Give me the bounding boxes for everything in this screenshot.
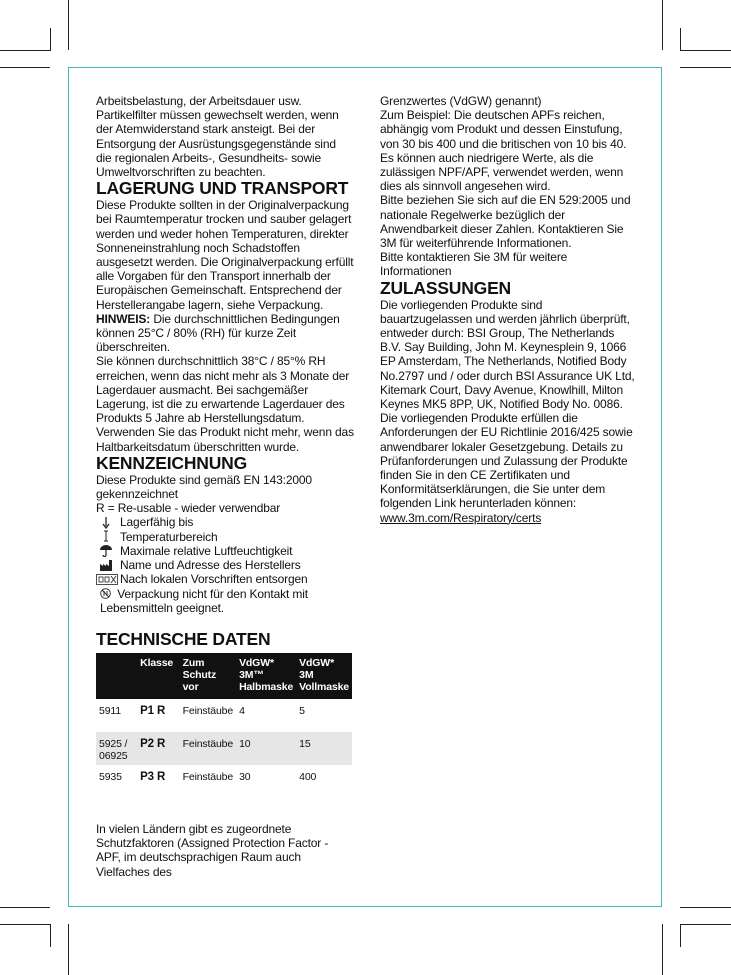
crop-mark [680,924,681,947]
disposal-icon [96,574,118,585]
table-cell: 10 [236,732,296,765]
apf-text-1: Grenzwertes (VdGW) genannt) [380,94,542,108]
left-column [96,94,354,879]
table-cell: 5911 [99,704,121,717]
table-cell: Feinstäube [180,732,236,765]
table-cell: 4 [239,704,245,717]
table-row [96,732,352,765]
crop-mark [0,924,50,925]
apf-text-4: Bitte beziehen Sie sich auf die EN 529:2005 und nationale Regelwerke bezüglich der Anwendbarkeit dieser Zahlen. Kontaktieren Sie 3M für weiterführende Informationen. [380,193,631,251]
note-text: Die durchschnittlichen Bedingungen können 25°C / 80% (RH) für kurze Zeit überschreiten. [96,311,340,355]
table-cell: 400 [299,770,317,783]
table-row [96,699,352,732]
table-cell: Feinstäube [182,770,234,783]
table-header: VdGW* 3M Vollmaske [296,653,352,699]
symbol-label: Maximale relative Luftfeuchtigkeit [120,543,293,558]
table-header: Zum Schutz vor [180,653,236,699]
crop-mark [50,28,51,51]
apf-text-3: Es können auch niedrigere Werte, als die zulässigen NPF/APF, verwendet werden, wenn dies als sinnvoll angesehen wird. [380,150,624,194]
tech-heading: TECHNISCHE DATEN [96,628,271,649]
crop-mark [680,50,731,51]
symbol-row [96,558,354,572]
symbol-row [96,572,354,586]
table-header-row [96,653,352,699]
storage-text-3: Verwenden Sie das Produkt nicht mehr, wenn das Haltbarkeitsdatum überschritten wurde. [96,425,354,454]
symbol-label: Verpackung nicht für den Kontakt mit Lebensmitteln geeignet. [100,586,308,615]
hourglass-icon [96,517,116,529]
umbrella-icon [96,544,116,557]
apf-text-5: Bitte kontaktieren Sie 3M für weitere Informationen [380,250,568,279]
storage-heading: LAGERUNG UND TRANSPORT [96,178,349,199]
crop-mark [68,0,69,50]
marking-heading: KENNZEICHNUNG [96,452,248,473]
approvals-heading: ZULASSUNGEN [380,277,511,298]
table-cell: 30 [239,770,251,783]
symbol-row-food [96,587,354,615]
outro-text: In vielen Ländern gibt es zugeordnete Schutzfaktoren (Assigned Protection Factor - APF, im deutschsprachigen Raum auch Vielfaches des [96,821,329,879]
symbol-label: Nach lokalen Vorschriften entsorgen [120,572,308,587]
marking-reusable: R = Re-usable - wieder verwendbar [96,501,281,516]
crop-mark [0,67,50,68]
storage-note [96,312,354,355]
table-cell: P3 R [140,770,166,783]
table-row [96,765,352,798]
table-cell: 5935 [99,770,122,783]
note-label: HINWEIS: [96,311,151,326]
crop-mark [662,0,663,50]
symbol-label: Temperaturbereich [120,529,218,544]
crop-mark [680,907,731,908]
table-cell: 5 [299,704,305,717]
certs-link[interactable]: www.3m.com/Respiratory/certs [380,510,542,525]
table-cell: P2 R [137,732,179,765]
table-cell: 15 [296,732,352,765]
symbol-row [96,515,354,529]
storage-text: Diese Produkte sollten in der Originalverpackung bei Raumtemperatur trocken und sauber gelagert werden und weder hohen Temperaturen, direkter Sonneneinstrahlung noch Schadstoffen ausgesetzt werden. Die Originalverpackung erfüllt alle Vorgaben für den Transport innerhalb der Europäischen Gemeinschaft. Entsprechend der Herstellerangabe lagern, siehe Verpackung. [96,198,354,312]
table-cell: P1 R [140,704,166,717]
table-header: VdGW* 3M™ Halbmaske [236,653,296,699]
crop-mark [680,28,681,51]
storage-text-2: Sie können durchschnittlich 38°C / 85°% RH erreichen, wenn das nicht mehr als 3 Monate der Lagerdauer ausmacht. Bei sachgemäßer Lagerung, ist die zu erwartende Lagerdauer des Produkts 5 Jahre ab Herstellungsdatum. [96,354,350,426]
apf-text-2: Zum Beispiel: Die deutschen APFs reichen, abhängig vom Produkt und dessen Einstufung, von 30 bis 400 und die britischen von 10 bis 40. [380,108,627,151]
right-column [380,94,636,525]
symbol-label: Name und Adresse des Herstellers [120,558,301,573]
crop-mark [680,67,731,68]
tech-table [96,653,352,798]
approvals-text: Die vorliegenden Produkte sind bauartzugelassen und werden jährlich überprüft, entweder durch: BSI Group, The Netherlands B.V. Say Building, John M. Keynesplein 9, 1066 EP Amsterdam, The Netherlands, Notified Body No.2797 und / oder durch BSI Assurance UK Ltd, Kitemark Court, Davy Avenue, Knowlhill, Milton Keynes MK5 8PP, UK, Notified Body No. 0086. Die vorliegenden Produkte erfüllen die Anforderungen der EU Richtlinie 2016/425 sowie anwendbarer lokaler Gesetzgebung. Details zu Prüfanforderungen und Zulassung der Produkte finden Sie in den CE Zertifikaten und Konformitätserklärungen, die Sie unter dem folgenden Link herunterladen können: [380,297,635,511]
thermometer-icon [96,530,116,543]
intro-text: Arbeitsbelastung, der Arbeitsdauer usw. Partikelfilter müssen gewechselt werden, wenn der Atemwiderstand stark ansteigt. Bei der Entsorgung der Ausrüstungsgegenstände sind die regionalen Arbeits-, Gesundheits- sowie Umweltvorschriften zu beachten. [96,94,339,180]
crop-mark [680,924,731,925]
symbol-row [96,544,354,558]
table-header: Klasse [137,653,179,699]
symbol-label: Lagerfähig bis [120,515,194,530]
table-header [96,653,137,699]
marking-text: Diese Produkte sind gemäß EN 143:2000 gekennzeichnet [96,472,312,502]
crop-mark [68,924,69,975]
symbol-row [96,530,354,544]
crop-mark [0,907,50,908]
crop-mark [662,924,663,975]
table-cell: Feinstäube [182,704,234,717]
no-food-contact-icon [100,587,117,601]
factory-icon [96,559,116,571]
crop-mark [50,924,51,947]
crop-mark [0,50,50,51]
table-cell: 5925 / 06925 [96,732,137,765]
